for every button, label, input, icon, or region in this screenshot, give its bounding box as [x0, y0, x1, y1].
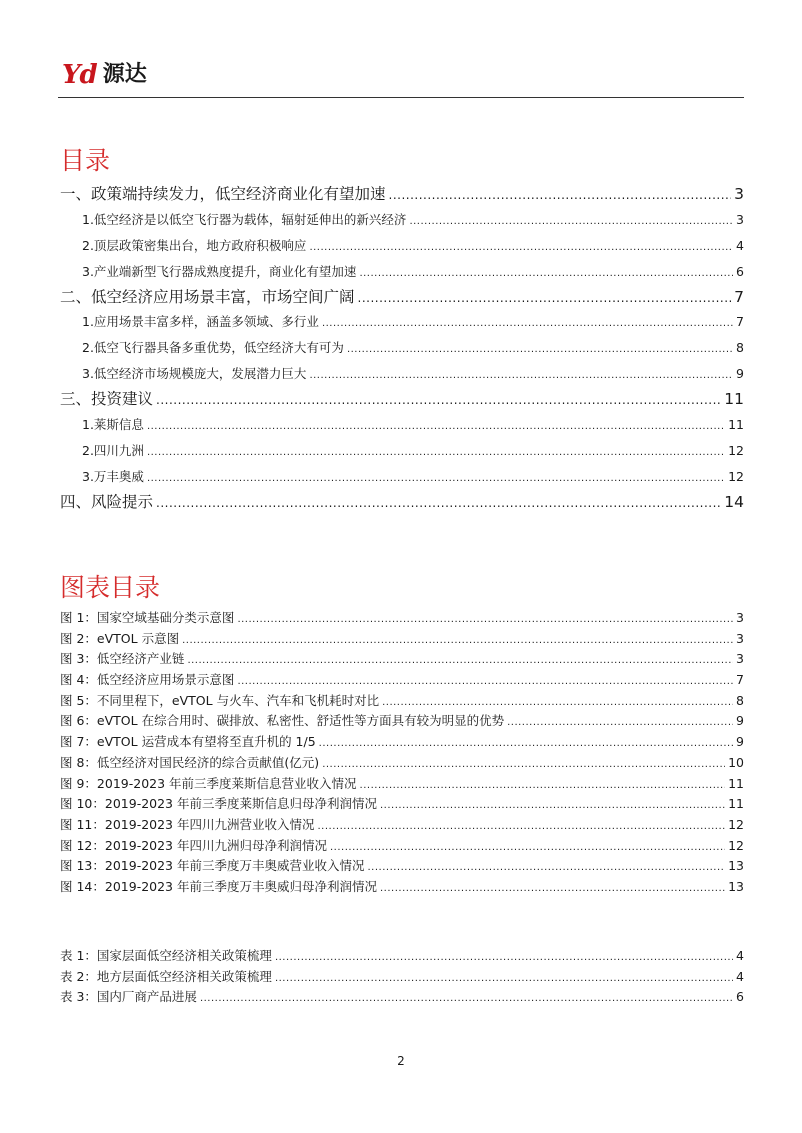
entry-title: 图 9：2019-2023 年前三季度莱斯信息营业收入情况: [60, 775, 357, 791]
toc-entry[interactable]: [60, 877, 744, 898]
toc-entry[interactable]: [60, 836, 744, 857]
toc-entry[interactable]: [60, 967, 744, 988]
dot-leader: [147, 412, 725, 438]
entry-title: 1.低空经济是以低空飞行器为载体，辐射延伸出的新兴经济: [82, 211, 407, 227]
dot-leader: [322, 753, 725, 774]
toc-entry[interactable]: [60, 412, 744, 438]
logo-mark: Yd: [62, 60, 97, 90]
entry-title: 图 11：2019-2023 年四川九洲营业收入情况: [60, 816, 315, 832]
dot-leader: [156, 490, 721, 515]
page-number: 2: [397, 1054, 405, 1068]
entry-title: 图 7：eVTOL 运营成本有望将至直升机的 1/5: [60, 734, 316, 750]
toc-entry[interactable]: [60, 987, 744, 1008]
entry-title: 二、低空经济应用场景丰富，市场空间广阔: [60, 287, 355, 306]
entry-page-number: 13: [728, 878, 744, 894]
dot-leader: [309, 361, 733, 387]
toc-entry[interactable]: [60, 464, 744, 490]
dot-leader: [360, 774, 726, 795]
entry-page-number: 11: [728, 416, 744, 432]
entry-page-number: 9: [736, 734, 744, 750]
dot-leader: [275, 946, 733, 967]
entry-page-number: 14: [724, 492, 744, 511]
toc-entry[interactable]: [60, 438, 744, 464]
tables-list: [60, 946, 744, 1008]
toc-entry[interactable]: [60, 753, 744, 774]
toc-entry[interactable]: [60, 335, 744, 361]
entry-page-number: 4: [736, 948, 744, 963]
toc-entry[interactable]: [60, 774, 744, 795]
entry-title: 3.万丰奥威: [82, 468, 144, 484]
entry-page-number: 7: [736, 672, 744, 688]
entry-title: 图 12：2019-2023 年四川九洲归母净利润情况: [60, 837, 327, 853]
toc-entry[interactable]: [60, 361, 744, 387]
header-divider: [58, 97, 744, 98]
entry-title: 四、风险提示: [60, 492, 154, 511]
entry-title: 3.产业端新型飞行器成熟度提升，商业化有望加速: [82, 263, 357, 279]
toc-entry[interactable]: [60, 670, 744, 691]
toc-entry[interactable]: [60, 182, 744, 207]
toc-title: 目录: [60, 146, 111, 175]
entry-page-number: 3: [736, 651, 744, 667]
entry-page-number: 10: [728, 754, 744, 770]
dot-leader: [347, 335, 733, 361]
dot-leader: [275, 967, 733, 988]
entry-title: 图 3：低空经济产业链: [60, 651, 185, 667]
entry-page-number: 9: [736, 713, 744, 729]
toc-entry[interactable]: [60, 649, 744, 670]
entry-page-number: 8: [736, 692, 744, 708]
dot-leader: [380, 794, 725, 815]
toc-entry[interactable]: [60, 691, 744, 712]
entry-title: 三、投资建议: [60, 390, 154, 408]
figures-title: 图表目录: [60, 573, 161, 602]
entry-title: 图 14：2019-2023 年前三季度万丰奥威归母净利润情况: [60, 878, 377, 894]
toc-entry[interactable]: [60, 608, 744, 629]
toc-entry[interactable]: [60, 856, 744, 877]
dot-leader: [182, 629, 733, 650]
dot-leader: [330, 836, 725, 857]
toc-entry[interactable]: [60, 711, 744, 732]
entry-page-number: 13: [728, 858, 744, 874]
dot-leader: [147, 464, 725, 490]
entry-page-number: 4: [736, 237, 744, 253]
dot-leader: [318, 815, 726, 836]
entry-page-number: 3: [736, 610, 744, 625]
entry-title: 表 3：国内厂商产品进展: [60, 989, 197, 1005]
entry-title: 图 6：eVTOL 在综合用时、碳排放、私密性、舒适性等方面具有较为明显的优势: [60, 713, 505, 729]
entry-title: 图 4：低空经济应用场景示意图: [60, 672, 235, 688]
entry-title: 2.低空飞行器具备多重优势，低空经济大有可为: [82, 340, 344, 355]
entry-title: 图 10：2019-2023 年前三季度莱斯信息归母净利润情况: [60, 796, 377, 812]
entry-title: 2.四川九洲: [82, 442, 144, 458]
dot-leader: [359, 259, 733, 285]
entry-page-number: 3: [736, 211, 744, 227]
toc-entry[interactable]: [60, 207, 744, 233]
entry-page-number: 3: [736, 630, 744, 646]
entry-page-number: 6: [736, 989, 744, 1005]
entry-page-number: 3: [734, 185, 744, 203]
dot-leader: [389, 182, 732, 207]
toc-entry[interactable]: [60, 387, 744, 412]
dot-leader: [237, 608, 733, 629]
logo-text: 源达: [102, 62, 147, 87]
toc-entry[interactable]: [60, 629, 744, 650]
dot-leader: [382, 691, 733, 712]
toc-list: [60, 182, 744, 514]
entry-page-number: 7: [734, 287, 744, 306]
entry-page-number: 12: [728, 442, 744, 458]
entry-page-number: 7: [736, 314, 744, 329]
entry-title: 图 1：国家空域基础分类示意图: [60, 610, 235, 625]
entry-page-number: 11: [728, 796, 744, 812]
entry-title: 图 8：低空经济对国民经济的综合贡献值(亿元): [60, 754, 320, 770]
dot-leader: [380, 877, 725, 898]
entry-title: 2.顶层政策密集出台，地方政府积极响应: [82, 237, 307, 253]
entry-title: 1.莱斯信息: [82, 416, 144, 432]
toc-entry[interactable]: [60, 309, 744, 335]
toc-entry[interactable]: [60, 285, 744, 310]
entry-page-number: 12: [728, 816, 744, 832]
dot-leader: [200, 987, 733, 1008]
entry-page-number: 4: [736, 968, 744, 984]
entry-title: 1.应用场景丰富多样，涵盖多领域、多行业: [82, 314, 319, 329]
dot-leader: [237, 670, 733, 691]
toc-entry[interactable]: [60, 490, 744, 515]
figures-list: [60, 608, 744, 898]
dot-leader: [358, 285, 732, 310]
entry-page-number: 6: [736, 263, 744, 279]
toc-entry[interactable]: [60, 815, 744, 836]
company-logo: [62, 62, 147, 88]
entry-title: 图 5：不同里程下，eVTOL 与火车、汽车和飞机耗时对比: [60, 692, 380, 708]
dot-leader: [309, 233, 733, 259]
entry-title: 图 13：2019-2023 年前三季度万丰奥威营业收入情况: [60, 858, 365, 874]
entry-page-number: 9: [736, 366, 744, 381]
toc-entry[interactable]: [60, 732, 744, 753]
toc-entry[interactable]: [60, 946, 744, 967]
dot-leader: [409, 207, 733, 233]
dot-leader: [507, 711, 733, 732]
dot-leader: [147, 438, 725, 464]
dot-leader: [368, 856, 726, 877]
entry-title: 表 1：国家层面低空经济相关政策梳理: [60, 948, 272, 963]
entry-title: 图 2：eVTOL 示意图: [60, 630, 180, 646]
dot-leader: [319, 732, 733, 753]
entry-title: 一、政策端持续发力，低空经济商业化有望加速: [60, 185, 386, 203]
toc-entry[interactable]: [60, 259, 744, 285]
entry-title: 3.低空经济市场规模庞大，发展潜力巨大: [82, 366, 307, 381]
toc-entry[interactable]: [60, 233, 744, 259]
entry-page-number: 12: [728, 837, 744, 853]
entry-title: 表 2：地方层面低空经济相关政策梳理: [60, 968, 272, 984]
dot-leader: [322, 309, 733, 335]
entry-page-number: 11: [724, 390, 744, 408]
toc-entry[interactable]: [60, 794, 744, 815]
entry-page-number: 11: [728, 775, 744, 791]
dot-leader: [156, 387, 721, 412]
dot-leader: [187, 649, 733, 670]
entry-page-number: 12: [728, 468, 744, 484]
entry-page-number: 8: [736, 340, 744, 355]
